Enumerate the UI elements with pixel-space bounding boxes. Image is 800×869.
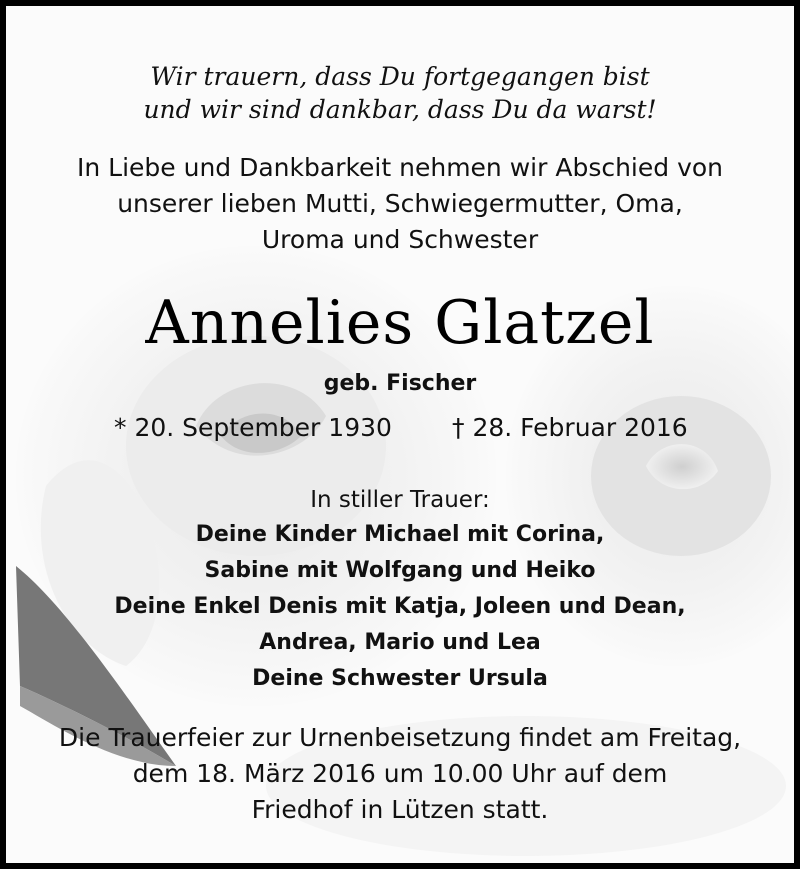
farewell-intro (6, 150, 794, 258)
mourner-line: Sabine mit Wolfgang und Heiko (204, 558, 596, 583)
ceremony-line: dem 18. März 2016 um 10.00 Uhr auf dem (132, 759, 668, 788)
mourning-heading: In stiller Trauer: (310, 487, 490, 513)
death-date: † 28. Februar 2016 (452, 413, 688, 442)
quote-line: Wir trauern, dass Du fortgegangen bist (150, 62, 650, 91)
intro-line: In Liebe und Dankbarkeit nehmen wir Abschied von (76, 153, 724, 182)
deceased-name: Annelies Glatzel (145, 288, 655, 358)
ceremony-info (6, 720, 794, 828)
mourners-list (6, 517, 794, 697)
mourner-line: Andrea, Mario und Lea (259, 630, 541, 655)
birth-date: * 20. September 1930 (114, 413, 392, 442)
quote-line: und wir sind dankbar, dass Du da warst! (143, 95, 657, 124)
maiden-name: geb. Fischer (323, 371, 477, 396)
mourner-line: Deine Kinder Michael mit Corina, (195, 522, 605, 547)
intro-line: unserer lieben Mutti, Schwiegermutter, Oma, (117, 189, 683, 218)
intro-line: Uroma und Schwester (261, 225, 539, 254)
mourner-line: Deine Schwester Ursula (252, 666, 548, 691)
mourner-line: Deine Enkel Denis mit Katja, Joleen und Dean, (114, 594, 686, 619)
memorial-quote (6, 60, 794, 126)
ceremony-line: Die Trauerfeier zur Urnenbeisetzung findet am Freitag, (58, 723, 742, 752)
ceremony-line: Friedhof in Lützen statt. (251, 795, 549, 824)
